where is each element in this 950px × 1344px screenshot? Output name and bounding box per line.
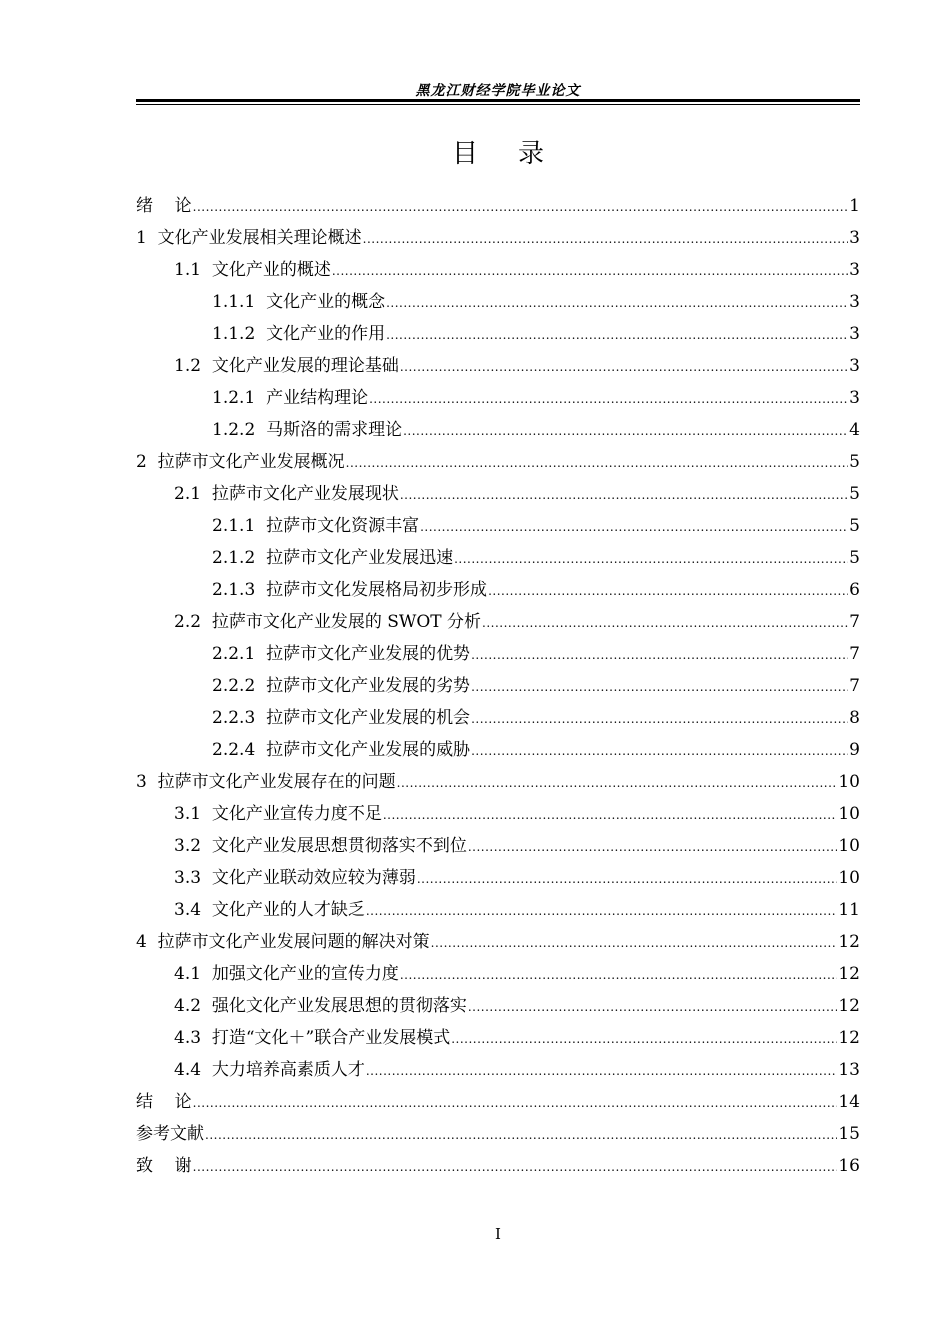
toc-entry-page: 3: [849, 292, 860, 312]
toc-entry-page: 12: [838, 1028, 860, 1048]
toc-entry-page: 11: [838, 900, 860, 920]
toc-entry-label: 2.1.2 拉萨市文化产业发展迅速: [212, 548, 454, 568]
toc-dot-leader: [482, 607, 848, 639]
toc-entry-label: 2.2.4 拉萨市文化产业发展的威胁: [212, 740, 471, 760]
toc-entry-page: 10: [838, 836, 860, 856]
header-rule-thin: [136, 104, 860, 105]
toc-dot-leader: [468, 831, 838, 863]
toc-entry[interactable]: [136, 798, 860, 830]
toc-entry-label: 1.2.2 马斯洛的需求理论: [212, 420, 403, 440]
toc-entry[interactable]: [136, 1150, 860, 1182]
toc-entry[interactable]: [136, 670, 860, 702]
toc-entry-page: 8: [849, 708, 860, 728]
toc-entry-label: 1.1.1 文化产业的概念: [212, 292, 386, 312]
toc-dot-leader: [332, 255, 848, 287]
toc-entry-label: 2.2 拉萨市文化产业发展的 SWOT 分析: [174, 612, 482, 632]
toc-entry-page: 3: [849, 260, 860, 280]
toc-entry[interactable]: [136, 958, 860, 990]
toc-dot-leader: [193, 191, 849, 223]
toc-entry-label: 3.3 文化产业联动效应较为薄弱: [174, 868, 416, 888]
toc-entry[interactable]: [136, 702, 860, 734]
toc-entry[interactable]: [136, 414, 860, 446]
toc-dot-leader: [471, 735, 848, 767]
toc-entry-label: 3.4 文化产业的人才缺乏: [174, 900, 365, 920]
toc-entry[interactable]: [136, 574, 860, 606]
toc-dot-leader: [397, 767, 838, 799]
page-number: I: [495, 1225, 501, 1243]
toc-dot-leader: [369, 383, 848, 415]
toc-entry[interactable]: [136, 926, 860, 958]
toc-entry-page: 12: [838, 932, 860, 952]
toc-entry-label: 2 拉萨市文化产业发展概况: [136, 452, 345, 472]
toc-entry[interactable]: [136, 830, 860, 862]
toc-entry-page: 3: [849, 324, 860, 344]
toc-dot-leader: [366, 895, 838, 927]
toc-entry-page: 13: [838, 1060, 860, 1080]
toc-entry[interactable]: [136, 606, 860, 638]
toc-entry[interactable]: [136, 638, 860, 670]
toc-entry[interactable]: [136, 510, 860, 542]
toc-dot-leader: [454, 543, 848, 575]
toc-entry-page: 14: [838, 1092, 860, 1112]
toc-entry-label: 1.2.1 产业结构理论: [212, 388, 369, 408]
toc-entry[interactable]: [136, 734, 860, 766]
toc-entry-label: 1.2 文化产业发展的理论基础: [174, 356, 399, 376]
toc-dot-leader: [468, 991, 838, 1023]
toc-entry-page: 10: [838, 772, 860, 792]
toc-entry-label: 2.2.3 拉萨市文化产业发展的机会: [212, 708, 471, 728]
toc-entry-page: 3: [849, 388, 860, 408]
toc-entry-page: 7: [849, 612, 860, 632]
header-rule-thick: [136, 99, 860, 102]
toc-entry-page: 3: [849, 356, 860, 376]
toc-entry-page: 10: [838, 868, 860, 888]
toc-entry-label: 1 文化产业发展相关理论概述: [136, 228, 362, 248]
toc-dot-leader: [403, 415, 848, 447]
toc-entry-page: 5: [849, 484, 860, 504]
toc-entry-page: 3: [849, 228, 860, 248]
toc-entry-label: 4.2 强化文化产业发展思想的贯彻落实: [174, 996, 467, 1016]
toc-entry-label: 4.4 大力培养高素质人才: [174, 1060, 365, 1080]
toc-entry-label: 1.1.2 文化产业的作用: [212, 324, 386, 344]
toc-dot-leader: [400, 351, 848, 383]
toc-entry[interactable]: [136, 350, 860, 382]
toc-dot-leader: [193, 1087, 838, 1119]
running-header: 黑龙江财经学院毕业论文: [415, 83, 581, 99]
toc-entry-page: 7: [849, 644, 860, 664]
toc-entry[interactable]: [136, 190, 860, 222]
toc-entry-label: 结 论: [136, 1092, 192, 1112]
toc-dot-leader: [451, 1023, 837, 1055]
toc-entry-page: 1: [849, 196, 860, 216]
toc-dot-leader: [205, 1119, 837, 1151]
toc-dot-leader: [386, 319, 848, 351]
toc-entry-label: 3.2 文化产业发展思想贯彻落实不到位: [174, 836, 467, 856]
toc-dot-leader: [488, 575, 848, 607]
toc-dot-leader: [386, 287, 848, 319]
toc-entry[interactable]: [136, 222, 860, 254]
toc-entry-label: 致 谢: [136, 1156, 192, 1176]
toc-dot-leader: [346, 447, 849, 479]
toc-entry-page: 5: [849, 548, 860, 568]
toc-entry[interactable]: [136, 862, 860, 894]
toc-entry-page: 9: [849, 740, 860, 760]
toc-entry-page: 6: [849, 580, 860, 600]
toc-entry[interactable]: [136, 478, 860, 510]
toc-dot-leader: [383, 799, 838, 831]
toc-entry-label: 4.1 加强文化产业的宣传力度: [174, 964, 399, 984]
toc-entry[interactable]: [136, 1086, 860, 1118]
toc-entry-label: 参考文献: [136, 1124, 204, 1144]
toc-dot-leader: [400, 959, 838, 991]
toc-entry[interactable]: [136, 382, 860, 414]
toc-entry-page: 16: [838, 1156, 860, 1176]
toc-entry-label: 2.2.2 拉萨市文化产业发展的劣势: [212, 676, 471, 696]
toc-entry-label: 2.1.3 拉萨市文化发展格局初步形成: [212, 580, 488, 600]
toc-entry[interactable]: [136, 1054, 860, 1086]
toc-entry-page: 12: [838, 964, 860, 984]
toc-dot-leader: [400, 479, 848, 511]
toc-entry-page: 5: [849, 516, 860, 536]
toc-entry-label: 4 拉萨市文化产业发展问题的解决对策: [136, 932, 430, 952]
toc-dot-leader: [193, 1151, 838, 1183]
toc-entry[interactable]: [136, 894, 860, 926]
toc-dot-leader: [417, 863, 838, 895]
toc-entry[interactable]: [136, 990, 860, 1022]
toc-entry-label: 2.1.1 拉萨市文化资源丰富: [212, 516, 420, 536]
toc-dot-leader: [431, 927, 838, 959]
toc-entry[interactable]: [136, 254, 860, 286]
toc-entry[interactable]: [136, 1118, 860, 1150]
toc-dot-leader: [420, 511, 848, 543]
toc-entry-label: 3.1 文化产业宣传力度不足: [174, 804, 382, 824]
toc-entry-page: 15: [838, 1124, 860, 1144]
toc-entry-page: 5: [849, 452, 860, 472]
toc-dot-leader: [363, 223, 849, 255]
toc-entry[interactable]: [136, 318, 860, 350]
toc-entry-label: 2.2.1 拉萨市文化产业发展的优势: [212, 644, 471, 664]
page-title: 目录: [451, 139, 584, 169]
toc-dot-leader: [471, 639, 848, 671]
toc-entry[interactable]: [136, 766, 860, 798]
toc-entry-label: 4.3 打造“文化＋”联合产业发展模式: [174, 1028, 451, 1048]
toc-entry[interactable]: [136, 1022, 860, 1054]
toc-entry-label: 3 拉萨市文化产业发展存在的问题: [136, 772, 396, 792]
toc-dot-leader: [471, 703, 848, 735]
toc-entry-label: 2.1 拉萨市文化产业发展现状: [174, 484, 399, 504]
toc-dot-leader: [471, 671, 848, 703]
toc-entry-label: 绪 论: [136, 196, 192, 216]
toc-dot-leader: [366, 1055, 838, 1087]
toc-entry-page: 12: [838, 996, 860, 1016]
toc-entry-page: 4: [849, 420, 860, 440]
toc-entry[interactable]: [136, 542, 860, 574]
toc-entry-page: 7: [849, 676, 860, 696]
table-of-contents: [136, 190, 860, 1182]
toc-entry[interactable]: [136, 286, 860, 318]
toc-entry-page: 10: [838, 804, 860, 824]
toc-entry-label: 1.1 文化产业的概述: [174, 260, 331, 280]
toc-entry[interactable]: [136, 446, 860, 478]
